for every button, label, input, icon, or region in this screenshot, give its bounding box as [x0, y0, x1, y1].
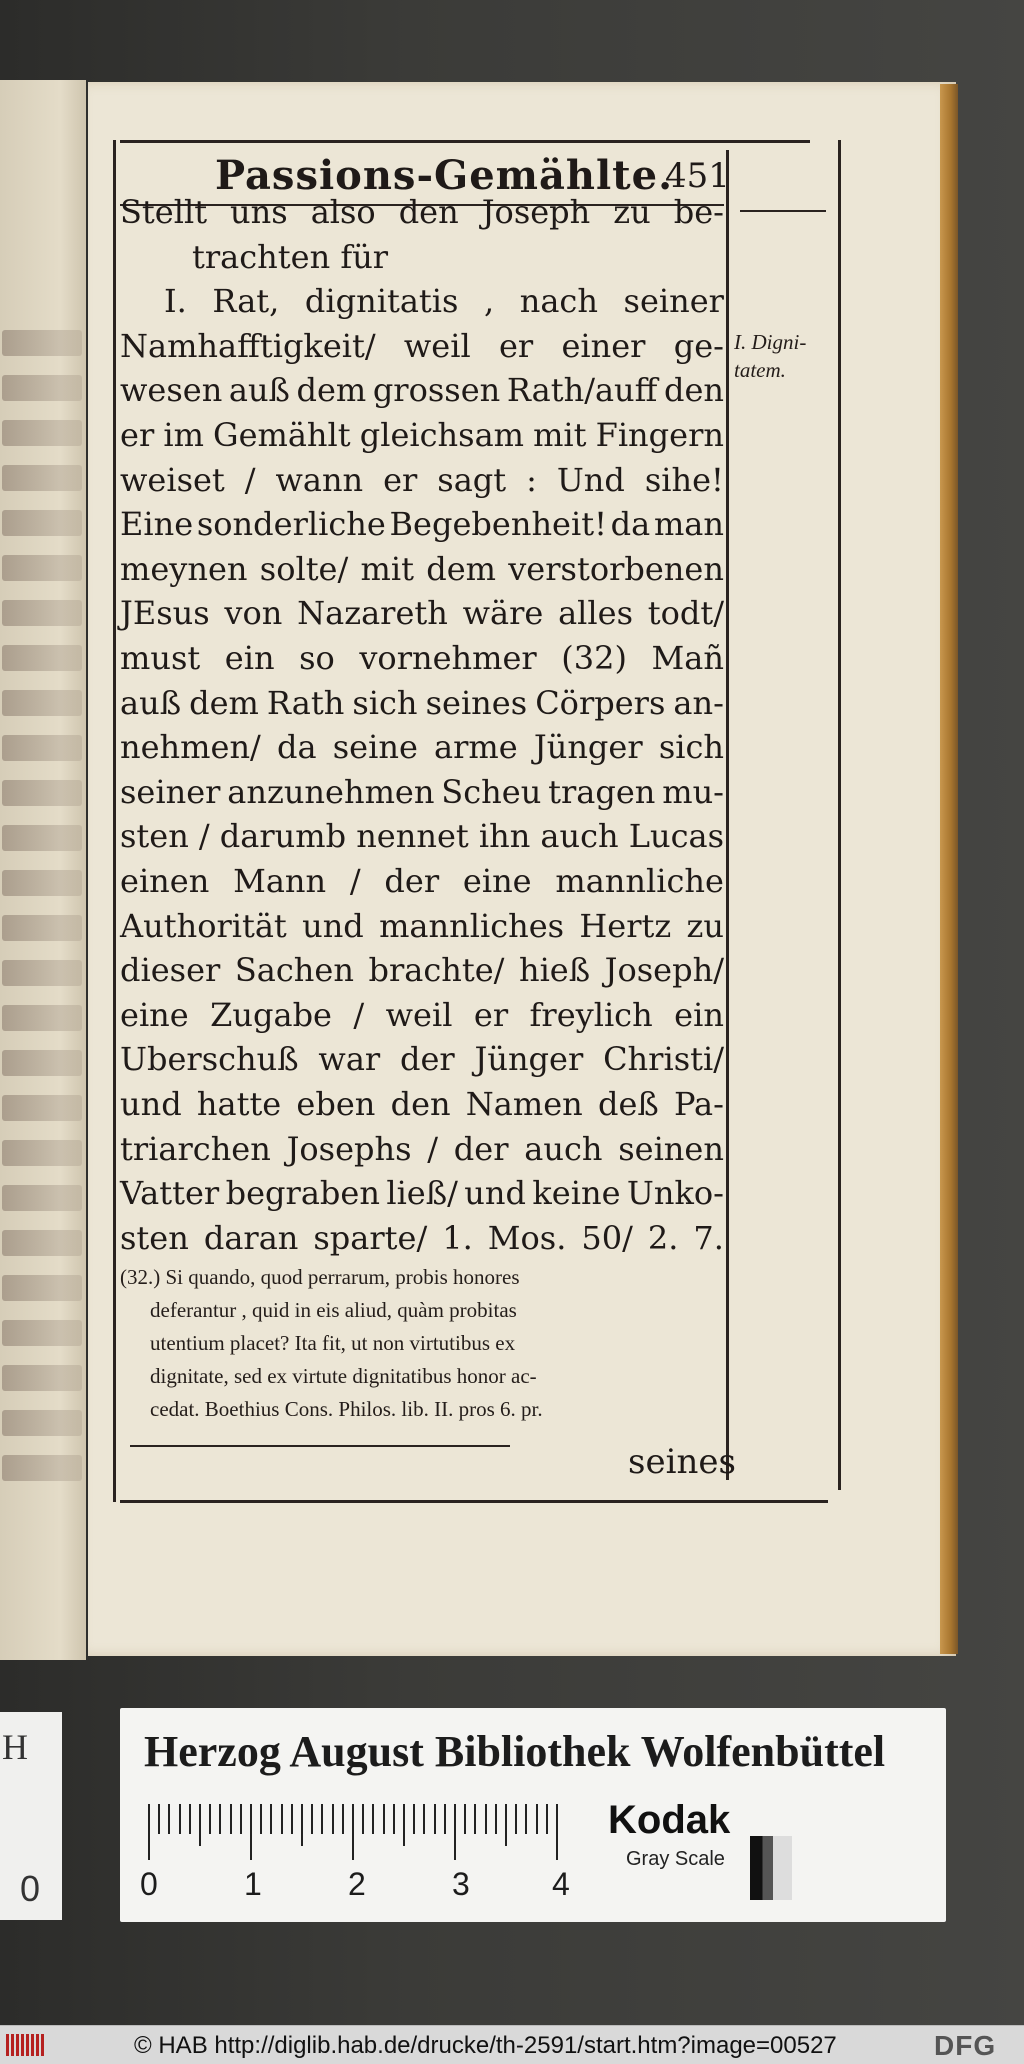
text-line: [120, 770, 724, 814]
ruler-scale: [148, 1804, 568, 1860]
word: /: [349, 862, 361, 900]
word: ,: [483, 282, 495, 321]
word: meynen: [120, 549, 248, 588]
bleed-through-line: [2, 690, 82, 716]
word: Gemählt: [213, 416, 351, 454]
word: und: [120, 1085, 182, 1123]
word: /: [244, 460, 256, 499]
word: wann: [275, 460, 364, 499]
ruler-tick: [240, 1804, 242, 1834]
word: also: [310, 193, 376, 231]
bleed-through-line: [2, 330, 82, 356]
word: mit: [533, 416, 587, 454]
text-column-rule: [726, 150, 729, 1480]
word: mannliches: [379, 906, 565, 945]
text-line: [120, 948, 724, 992]
bleed-through-line: [2, 870, 82, 896]
footer-bar: [0, 2025, 1024, 2064]
word: JEsus: [120, 594, 210, 633]
bleed-through-line: [2, 1455, 82, 1481]
ruler-tick: [423, 1804, 425, 1834]
word: tragen: [548, 772, 656, 811]
ruler-tick: [525, 1804, 527, 1834]
word: /: [198, 817, 210, 856]
word: Jünger: [533, 728, 643, 767]
bleed-through-line: [2, 780, 82, 806]
dfg-logo: DFG: [934, 2030, 997, 2061]
bleed-through-line: [2, 555, 82, 581]
ruler-tick: [158, 1804, 160, 1834]
text-line: [120, 859, 724, 903]
word: gleichsam: [359, 416, 524, 454]
bleed-through-line: [2, 510, 82, 536]
scale-number: 4: [552, 1866, 570, 1902]
word: dieser: [120, 951, 221, 990]
ruler-tick: [403, 1804, 405, 1846]
word: Rath/auff: [506, 371, 658, 410]
word: darumb: [219, 817, 347, 856]
word: auch: [540, 817, 619, 856]
scale-number: 0: [140, 1866, 158, 1902]
top-rule: [120, 140, 810, 143]
word: sich: [658, 728, 724, 767]
text-line: [120, 458, 724, 502]
word: eine: [462, 862, 532, 900]
ruler-tick: [434, 1804, 436, 1834]
word: Jünger: [474, 1040, 584, 1079]
calibration-strip-left: [0, 1712, 62, 1920]
word: im: [163, 416, 204, 454]
word: must: [120, 639, 201, 677]
word: seine: [332, 728, 418, 767]
word: weil: [385, 995, 453, 1034]
word: solte/: [259, 549, 349, 588]
word: Namen: [465, 1085, 583, 1123]
word: seinen: [618, 1129, 724, 1168]
ruler-tick: [219, 1804, 221, 1834]
word: anzunehmen: [227, 772, 435, 811]
word: dignitatis: [304, 282, 459, 321]
margin-note-line: tatem.: [734, 358, 786, 382]
page-edge: [940, 84, 958, 1654]
word: Stellt: [120, 193, 208, 231]
text-line: [120, 190, 724, 234]
word: ließ/: [386, 1174, 458, 1213]
word: den: [663, 371, 724, 410]
bleed-through-line: [2, 420, 82, 446]
word: ein: [224, 639, 275, 677]
word: der: [384, 862, 440, 900]
word: sihe!: [644, 460, 724, 499]
word: an-: [673, 683, 724, 722]
text-line: [120, 681, 724, 725]
page-number: 451: [665, 156, 730, 196]
bleed-through-line: [2, 915, 82, 941]
word: hieß: [518, 951, 591, 990]
word: Fingern: [595, 416, 724, 454]
ruler-tick: [362, 1804, 364, 1834]
text-line: [120, 1216, 724, 1260]
word: Mos.: [487, 1218, 567, 1257]
word: einen: [120, 862, 210, 900]
word: Vatter: [120, 1174, 220, 1213]
ruler-tick: [556, 1804, 558, 1860]
word: Joseph: [481, 193, 591, 231]
word: ihn: [478, 817, 531, 856]
word: seiner: [120, 772, 221, 811]
text-line: [120, 725, 724, 769]
word: Joseph/: [604, 951, 724, 990]
word: und: [302, 906, 364, 945]
footnote-line: (32.) Si quando, quod perrarum, probis honores: [120, 1265, 520, 1289]
bleed-through-line: [2, 1365, 82, 1391]
text-line: [164, 279, 724, 323]
word: Rath: [266, 683, 345, 722]
word: nennet: [356, 817, 469, 856]
text-line: [120, 1082, 724, 1126]
calibration-strip: [120, 1708, 946, 1922]
word: wäre: [462, 594, 544, 633]
ruler-tick: [515, 1804, 517, 1834]
ruler-tick: [321, 1804, 323, 1834]
text-line: [120, 1127, 724, 1171]
text-line: [120, 993, 724, 1037]
word: nehmen/: [120, 728, 261, 767]
word: seines: [425, 683, 528, 722]
ruler-tick: [209, 1804, 211, 1834]
word: deß: [597, 1085, 659, 1123]
ruler-tick: [281, 1804, 283, 1834]
word: begraben: [225, 1174, 380, 1213]
word: eine: [120, 995, 189, 1034]
word: wesen: [120, 371, 223, 410]
word: arme: [434, 728, 518, 767]
word: Pa-: [673, 1085, 724, 1123]
word: triarchen: [120, 1129, 271, 1168]
ruler-tick: [189, 1804, 191, 1834]
word: und: [464, 1174, 526, 1213]
bleed-through-line: [2, 375, 82, 401]
ruler-tick: [505, 1804, 507, 1846]
text-line: trachten für: [192, 237, 389, 276]
word: den: [390, 1085, 451, 1123]
margin-top-rule: [740, 210, 826, 212]
word: Sachen: [234, 951, 354, 990]
ruler-tick: [199, 1804, 201, 1846]
word: dem: [296, 371, 367, 410]
word: zu: [613, 193, 651, 231]
bleed-through-line: [2, 1275, 82, 1301]
ruler-tick: [546, 1804, 548, 1834]
margin-note: [734, 328, 806, 384]
word: man: [653, 505, 724, 544]
word: sparte/: [313, 1218, 428, 1257]
word: auch: [524, 1129, 603, 1168]
ruler-tick: [179, 1804, 181, 1834]
word: Unko-: [626, 1174, 724, 1213]
word: zu: [686, 906, 724, 945]
word: 50/: [581, 1218, 633, 1257]
word: Namhafftigkeit/: [120, 326, 376, 365]
word: :: [526, 460, 537, 499]
word: sten: [120, 1218, 189, 1257]
text-line: [120, 591, 724, 635]
text-line: [120, 502, 724, 546]
word: dem: [189, 683, 259, 722]
margin-note-line: I. Digni-: [734, 330, 807, 354]
text-line: [120, 636, 724, 680]
word: Uberschuß: [120, 1040, 299, 1079]
word: 1.: [442, 1218, 473, 1257]
bleed-through-line: [2, 735, 82, 761]
word: Zugabe: [210, 995, 332, 1034]
ruler-tick: [485, 1804, 487, 1834]
word: er: [383, 460, 418, 499]
bleed-through-line: [2, 960, 82, 986]
word: nach: [519, 282, 598, 321]
word: 7.: [693, 1218, 724, 1257]
word: keine: [532, 1174, 621, 1213]
footnote-line: cedat. Boethius Cons. Philos. lib. II. pros 6. pr.: [150, 1397, 543, 1421]
scale-number: 3: [452, 1866, 470, 1902]
word: einer: [561, 326, 646, 365]
word: so: [299, 639, 335, 677]
footnote-line: dignitate, sed ex virtute dignitatibus honor ac-: [150, 1364, 537, 1388]
ruler-tick: [444, 1804, 446, 1834]
footnote-line: deferantur , quid in eis aliud, quàm probitas: [150, 1298, 517, 1322]
word: Lucas: [628, 817, 724, 856]
word: eben: [296, 1085, 376, 1123]
ruler-tick: [495, 1804, 497, 1834]
ruler-tick: [311, 1804, 313, 1834]
word: er: [120, 416, 155, 454]
running-title: Passions-Gemählte.: [215, 152, 674, 199]
ruler-tick: [291, 1804, 293, 1834]
word: da: [277, 728, 317, 767]
bleed-through-line: [2, 1140, 82, 1166]
word: I.: [164, 282, 187, 321]
bleed-through-line: [2, 465, 82, 491]
ruler-tick: [352, 1804, 354, 1860]
word: Christi/: [603, 1040, 724, 1079]
word: uns: [230, 193, 288, 231]
text-line: [120, 1171, 724, 1215]
word: dem: [426, 549, 496, 588]
word: todt/: [647, 594, 724, 633]
ruler-tick: [536, 1804, 538, 1834]
word: grossen: [372, 371, 501, 410]
word: sonderliche: [196, 505, 386, 544]
margin-column-rule: [838, 140, 841, 1490]
word: ge-: [673, 326, 724, 365]
text-line: [120, 814, 724, 858]
bleed-through-line: [2, 1230, 82, 1256]
text-line: [120, 413, 724, 457]
word: vornehmer: [359, 639, 537, 677]
bleed-through-line: [2, 645, 82, 671]
footnote-line: utentium placet? Ita fit, ut non virtutibus ex: [150, 1331, 516, 1355]
word: Scheu: [441, 772, 542, 811]
word: Mann: [233, 862, 327, 900]
text-line: [120, 904, 724, 948]
hab-logo-icon: [6, 2034, 46, 2056]
word: verstorbenen: [508, 549, 724, 588]
text-line: [120, 368, 724, 412]
word: der: [453, 1129, 509, 1168]
word: /: [353, 995, 365, 1034]
bleed-through-line: [2, 1410, 82, 1436]
word: Eine: [120, 505, 194, 544]
word: war: [318, 1040, 381, 1079]
ruler-tick: [393, 1804, 395, 1834]
word: ein: [674, 995, 724, 1034]
word: alles: [558, 594, 633, 633]
word: sagt: [437, 460, 507, 499]
bleed-through-line: [2, 1320, 82, 1346]
bleed-through-line: [2, 825, 82, 851]
word: (32): [561, 639, 627, 677]
ruler-tick: [148, 1804, 150, 1860]
scale-number: 1: [244, 1866, 262, 1902]
ruler-tick: [230, 1804, 232, 1834]
word: brachte/: [368, 951, 505, 990]
word: auß: [120, 683, 182, 722]
word: Rat,: [212, 282, 280, 321]
word: Authorität: [120, 906, 287, 945]
ruler-tick: [332, 1804, 334, 1834]
ruler-tick: [301, 1804, 303, 1846]
word: mannliche: [555, 862, 724, 900]
bleed-through-line: [2, 1050, 82, 1076]
word: sich: [352, 683, 418, 722]
ruler-tick: [454, 1804, 456, 1860]
word: /: [427, 1129, 439, 1168]
ruler-tick: [250, 1804, 252, 1860]
word: be-: [673, 193, 724, 231]
word: da: [610, 505, 651, 544]
word: Cörpers: [535, 683, 666, 722]
word: Mañ: [651, 639, 724, 677]
ruler-tick: [474, 1804, 476, 1834]
word: daran: [203, 1218, 299, 1257]
word: der: [399, 1040, 455, 1079]
ruler-tick: [464, 1804, 466, 1834]
word: den: [398, 193, 459, 231]
library-name: Herzog August Bibliothek Wolfenbüttel: [144, 1727, 886, 1776]
ruler-tick: [413, 1804, 415, 1834]
text-line: [120, 547, 724, 591]
bleed-through-line: [2, 1095, 82, 1121]
source-link[interactable]: © HAB http://diglib.hab.de/drucke/th-2591/start.htm?image=00527: [134, 2032, 837, 2059]
text-line: [120, 324, 724, 368]
bottom-rule: [120, 1500, 828, 1503]
word: 2.: [647, 1218, 679, 1257]
word: von: [224, 594, 283, 633]
word: er: [498, 326, 534, 365]
ruler-tick: [168, 1804, 170, 1834]
ruler-tick: [383, 1804, 385, 1834]
grayscale-label: Gray Scale: [626, 1848, 725, 1870]
previous-page-edge: [0, 80, 86, 1660]
word: sten: [120, 817, 189, 856]
ruler-tick: [260, 1804, 262, 1834]
word: seiner: [623, 282, 724, 321]
word: Begebenheit!: [389, 505, 607, 544]
scale-number: 2: [348, 1866, 366, 1902]
ruler-tick: [372, 1804, 374, 1834]
strip-letter: H: [2, 1727, 28, 1767]
word: weil: [403, 326, 471, 365]
kodak-logo: Kodak: [608, 1798, 731, 1842]
word: weiset: [120, 460, 225, 499]
bleed-through-line: [2, 600, 82, 626]
word: hatte: [196, 1085, 282, 1123]
ruler-tick: [270, 1804, 272, 1834]
word: er: [473, 995, 509, 1034]
word: freylich: [529, 995, 653, 1034]
main-text: [120, 190, 724, 1450]
word: auß: [228, 371, 290, 410]
word: Hertz: [579, 906, 672, 945]
strip-number: 0: [20, 1868, 41, 1909]
catchword: seines: [628, 1442, 736, 1482]
word: Josephs: [286, 1129, 412, 1168]
text-line: [120, 1037, 724, 1081]
bleed-through-line: [2, 1185, 82, 1211]
left-column-rule: [113, 140, 116, 1502]
ruler-tick: [342, 1804, 344, 1834]
word: Nazareth: [297, 594, 448, 633]
word: mit: [360, 549, 414, 588]
bleed-through-line: [2, 1005, 82, 1031]
word: Und: [556, 460, 625, 499]
gray-patch: [750, 1836, 792, 1900]
word: mu-: [662, 772, 724, 811]
